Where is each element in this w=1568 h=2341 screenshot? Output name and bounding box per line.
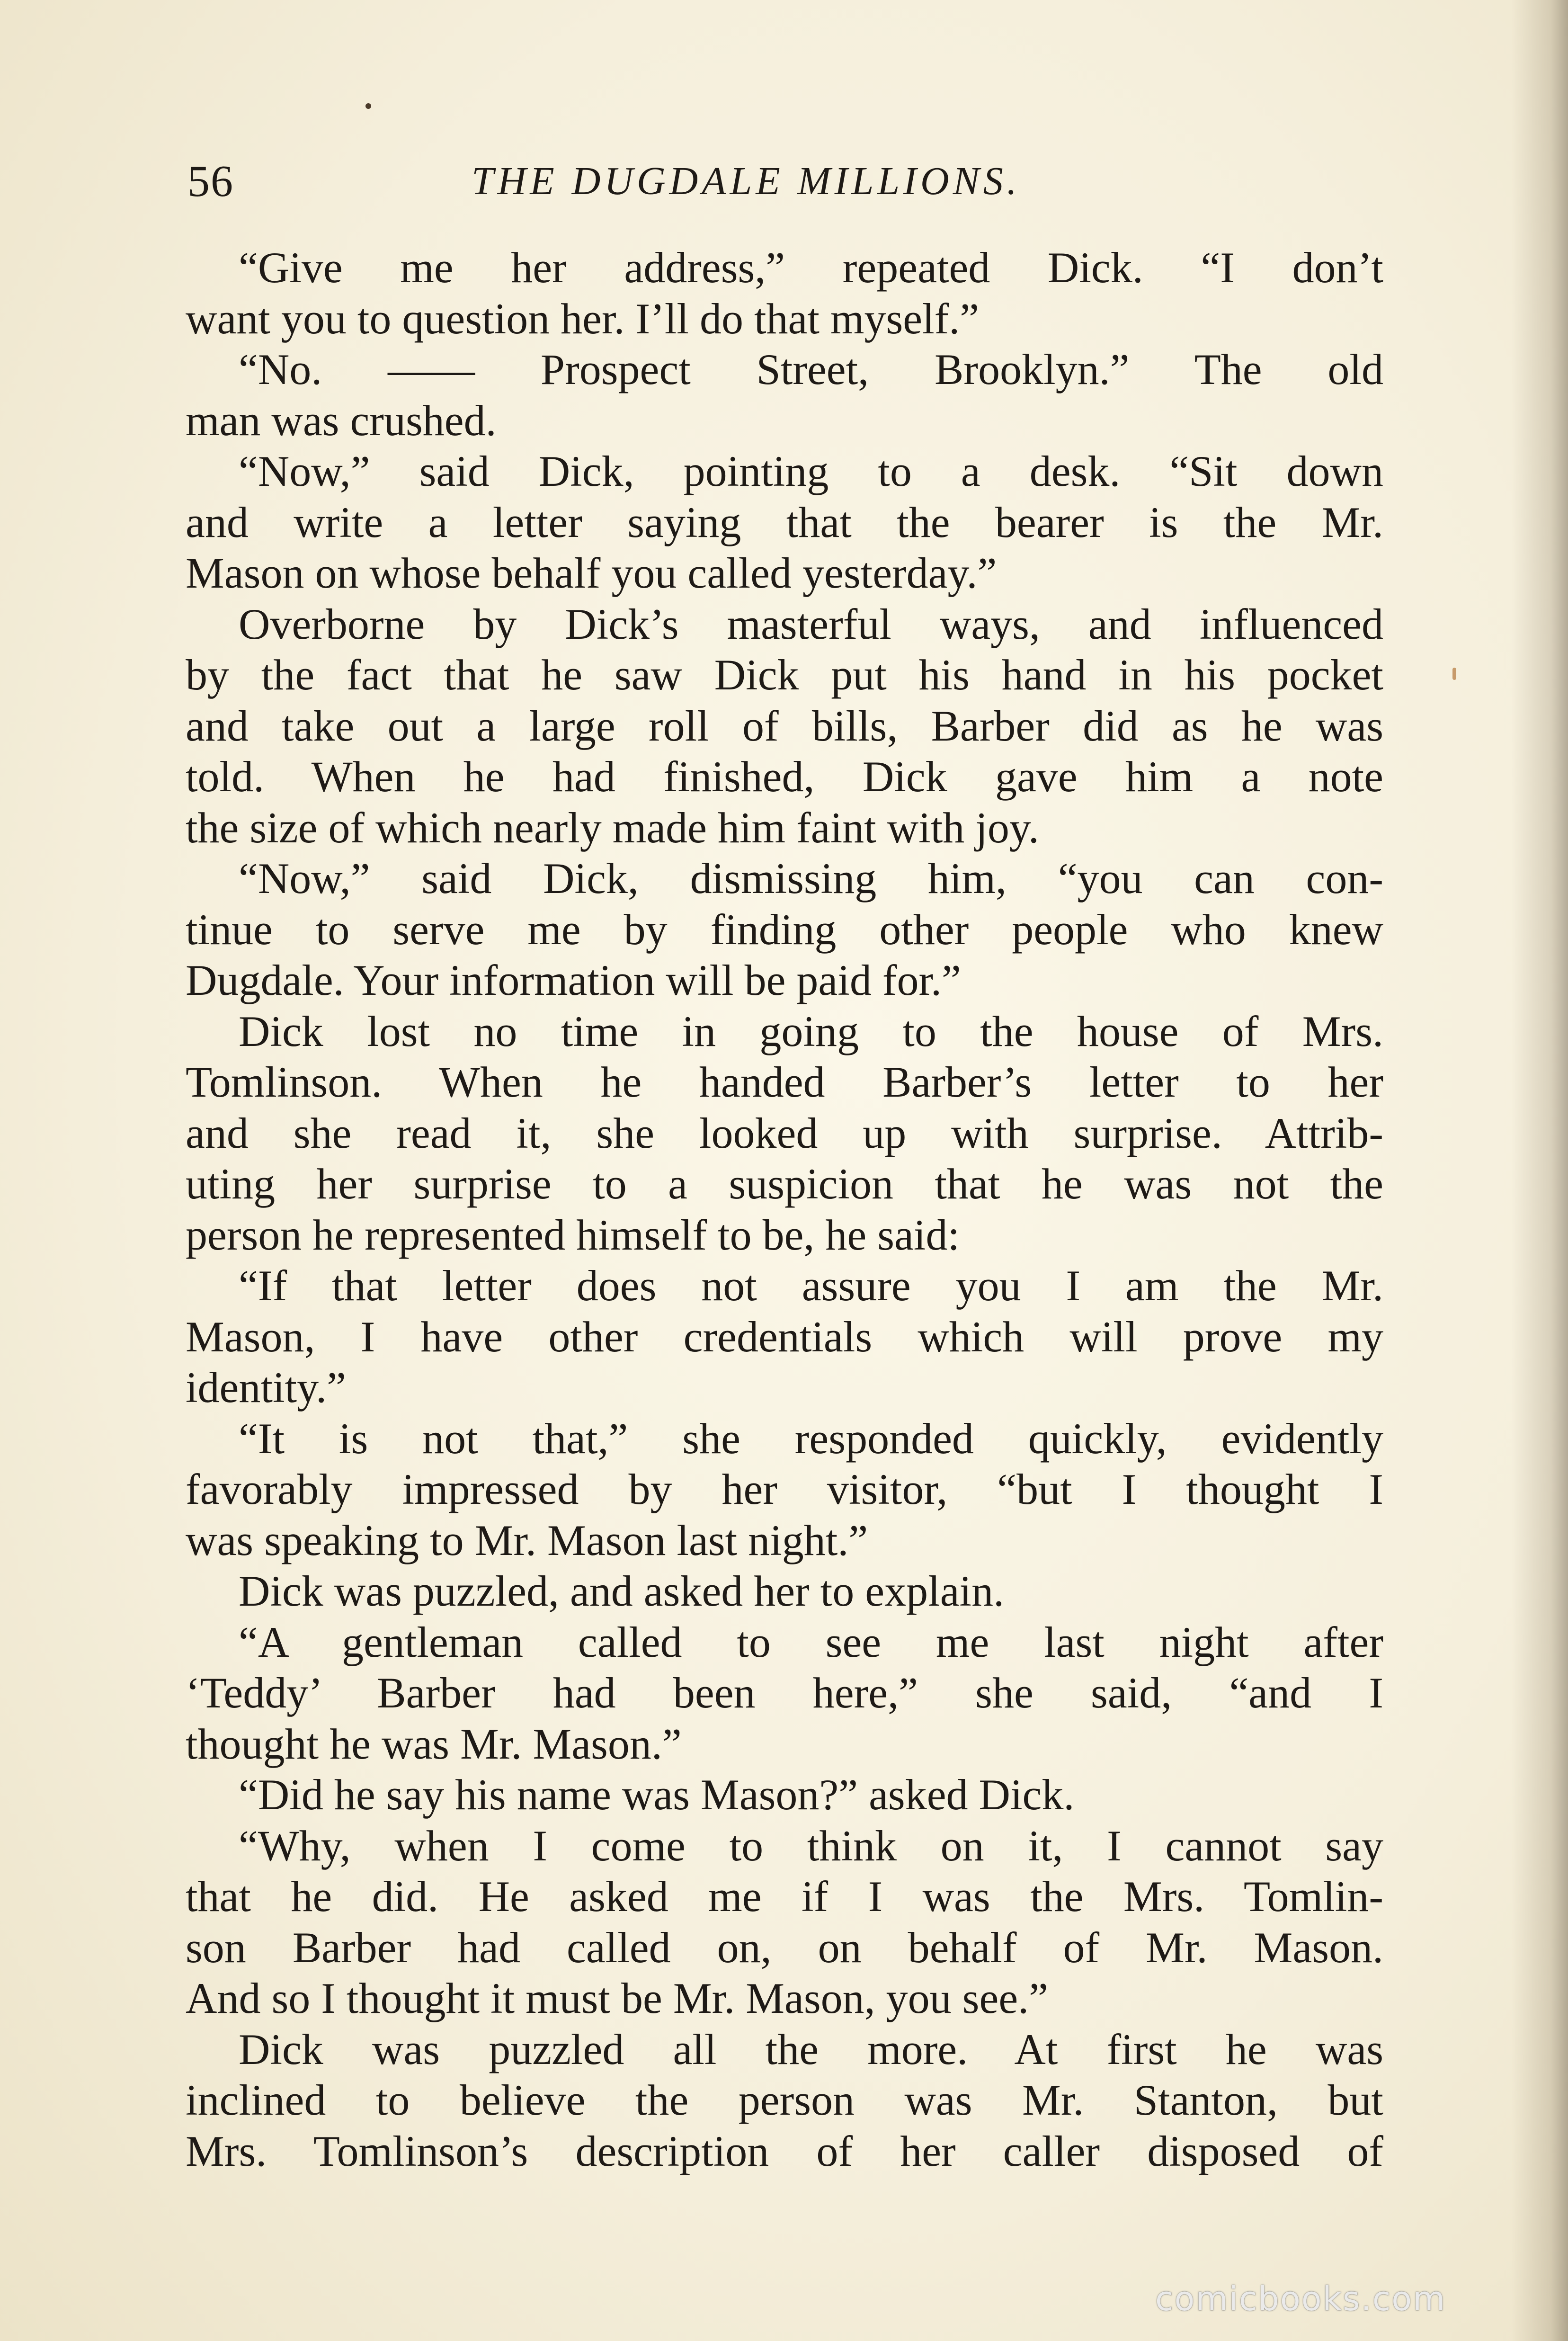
text-line: want you to question her. I’ll do that myself.” [186,294,980,343]
text-line: and she read it, she looked up with surprise. Attrib- [186,1108,1383,1157]
text-line: and take out a large roll of bills, Barber did as he was [186,701,1383,750]
text-line: “Now,” said Dick, pointing to a desk. “Sit down [239,447,1383,495]
text-line: and write a letter saying that the bearer is the Mr. [186,498,1383,546]
ink-speck [365,103,371,109]
text-line: uting her surprise to a suspicion that he was not the [186,1160,1383,1208]
text-line: “Give me her address,” repeated Dick. “I don’t [239,243,1383,292]
text-line: tinue to serve me by finding other people who knew [186,905,1383,954]
text-line: “A gentleman called to see me last night after [239,1617,1383,1666]
text-line: Dick was puzzled, and asked her to explain. [239,1567,1005,1615]
text-line: Dick was puzzled all the more. At first he was [239,2025,1383,2073]
text-line: favorably impressed by her visitor, “but I thought I [186,1465,1383,1513]
text-line: was speaking to Mr. Mason last night.” [186,1516,868,1564]
body-text [186,242,1383,2177]
page-header [187,151,1385,212]
text-line: person he represented himself to be, he said: [186,1210,960,1259]
text-line: ‘Teddy’ Barber had been here,” she said, “and I [186,1669,1383,1717]
text-line: “It is not that,” she responded quickly, evidently [239,1414,1383,1463]
text-line: “Did he say his name was Mason?” asked Dick. [239,1770,1075,1819]
text-line: identity.” [186,1363,346,1412]
paper-stain [1452,668,1456,680]
watermark-logo: comicbooks.com [1155,2279,1446,2318]
text-line: man was crushed. [186,396,497,445]
page-gutter-shadow [1511,0,1568,2341]
text-line: “Why, when I come to think on it, I cannot say [239,1821,1383,1870]
text-line: thought he was Mr. Mason.” [186,1719,682,1768]
text-line: the size of which nearly made him faint with joy. [186,803,1039,852]
text-line: Mason, I have other credentials which will prove my [186,1312,1383,1361]
running-title: THE DUGDALE MILLIONS. [472,159,1021,203]
text-line: “No. —— Prospect Street, Brooklyn.” The old [239,345,1383,393]
text-line: inclined to believe the person was Mr. Stanton, but [186,2076,1383,2124]
text-line: son Barber had called on, on behalf of Mr. Mason. [186,1923,1383,1972]
text-line: “If that letter does not assure you I am the Mr. [239,1261,1383,1310]
text-line: by the fact that he saw Dick put his hand in his pocket [186,651,1383,699]
text-line: Tomlinson. When he handed Barber’s letter to her [186,1058,1383,1106]
text-line: And so I thought it must be Mr. Mason, you see.” [186,1974,1048,2022]
text-line: Mason on whose behalf you called yesterday.” [186,549,997,597]
page-number: 56 [187,157,234,206]
text-line: Overborne by Dick’s masterful ways, and influenced [239,599,1383,648]
text-line: Mrs. Tomlinson’s description of her caller disposed of [186,2127,1383,2175]
text-line: Dick lost no time in going to the house of Mrs. [239,1007,1383,1055]
text-line: told. When he had finished, Dick gave him a note [186,752,1383,801]
text-line: “Now,” said Dick, dismissing him, “you can con- [239,854,1383,902]
text-line: Dugdale. Your information will be paid for.” [186,956,961,1004]
text-line: that he did. He asked me if I was the Mrs. Tomlin- [186,1872,1383,1921]
